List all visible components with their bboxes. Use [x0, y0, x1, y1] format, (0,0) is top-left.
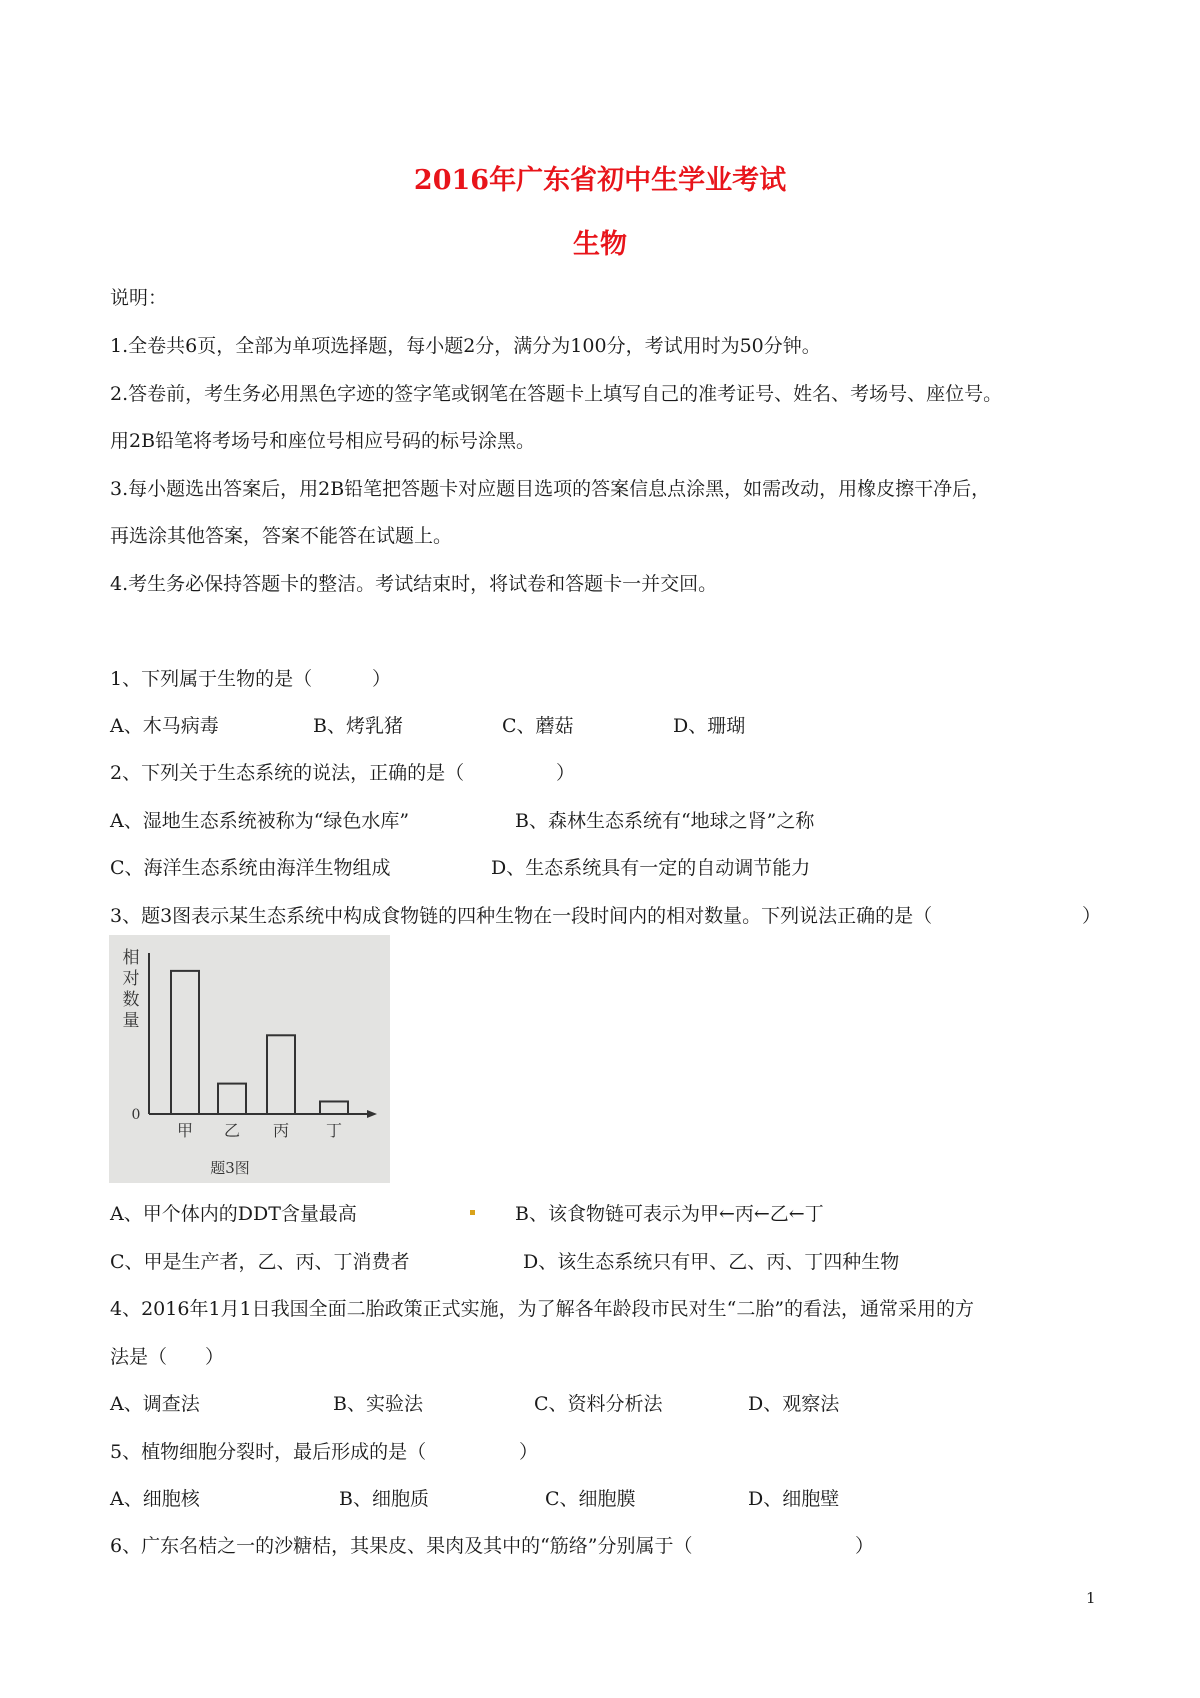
question-stem-continued: 法是（ [110, 1346, 168, 1368]
option: A、木马病毒 [110, 715, 219, 737]
option: D、珊瑚 [673, 715, 746, 737]
option: C、细胞膜 [545, 1488, 636, 1510]
x-tick-label: 甲 [176, 1121, 194, 1140]
exam-title: 2016年广东省初中生学业考试 [413, 165, 787, 196]
x-tick-label: 丙 [272, 1121, 290, 1140]
y-axis-label-char: 数 [122, 990, 140, 1010]
y-axis-label-char: 相 [122, 948, 140, 968]
option: B、森林生态系统有“地球之肾”之称 [515, 810, 815, 832]
y-axis-label-char: 对 [122, 969, 140, 989]
x-axis-arrow [367, 1110, 377, 1118]
bar [320, 1101, 348, 1114]
answer-paren-close: ） [519, 1441, 539, 1463]
question-stem: 1、下列属于生物的是（ [110, 668, 313, 690]
option: B、细胞质 [339, 1488, 429, 1510]
option: A、调查法 [110, 1393, 200, 1415]
x-tick-label: 乙 [223, 1121, 241, 1140]
answer-paren-close: ） [205, 1346, 225, 1368]
instruction-item: 用2B铅笔将考场号和座位号相应号码的标号涂黑。 [110, 430, 536, 452]
option: B、实验法 [333, 1393, 423, 1415]
page-number: 1 [1086, 1589, 1096, 1607]
option: D、细胞壁 [748, 1488, 840, 1510]
y-axis-label-char: 量 [122, 1011, 140, 1031]
option: A、甲个体内的DDT含量最高 [110, 1203, 357, 1225]
option: B、烤乳猪 [313, 715, 403, 737]
answer-paren-close: ） [372, 668, 392, 690]
question-stem: 3、题3图表示某生态系统中构成食物链的四种生物在一段时间内的相对数量。下列说法正确的是（ [110, 905, 933, 927]
instruction-item: 再选涂其他答案，答案不能答在试题上。 [110, 525, 453, 547]
option: A、湿地生态系统被称为“绿色水库” [110, 810, 410, 832]
origin-label: 0 [131, 1107, 141, 1123]
x-tick-label: 丁 [325, 1121, 343, 1140]
question-stem: 2、下列关于生态系统的说法，正确的是（ [110, 762, 465, 784]
question-stem: 5、植物细胞分裂时，最后形成的是（ [110, 1441, 427, 1463]
instructions-heading: 说明： [110, 287, 168, 309]
answer-paren-close: ） [855, 1535, 875, 1557]
option: A、细胞核 [110, 1488, 200, 1510]
question-stem: 6、广东名桔之一的沙糖桔，其果皮、果肉及其中的“筋络”分别属于（ [110, 1535, 693, 1557]
bar-chart-svg [109, 935, 390, 1183]
instruction-item: 2.答卷前，考生务必用黑色字迹的签字笔或钢笔在答题卡上填写自己的准考证号、姓名、考场号、座位号。 [110, 383, 1003, 405]
scan-speck [470, 1210, 475, 1215]
instruction-item: 1.全卷共6页，全部为单项选择题，每小题2分，满分为100分，考试用时为50分钟。 [110, 335, 821, 357]
answer-paren-close: ） [556, 762, 576, 784]
option: C、资料分析法 [534, 1393, 663, 1415]
option: C、蘑菇 [502, 715, 574, 737]
option: D、观察法 [748, 1393, 840, 1415]
subject-title: 生物 [573, 229, 627, 260]
option: C、甲是生产者，乙、丙、丁消费者 [110, 1251, 410, 1273]
figure-caption: 题3图 [210, 1159, 250, 1177]
answer-paren-close: ） [1082, 905, 1102, 927]
option: D、生态系统具有一定的自动调节能力 [491, 857, 811, 879]
instruction-item: 4.考生务必保持答题卡的整洁。考试结束时，将试卷和答题卡一并交回。 [110, 573, 718, 595]
figure-3-bar-chart [109, 935, 390, 1183]
question-stem: 4、2016年1月1日我国全面二胎政策正式实施，为了解各年龄段市民对生“二胎”的看法，通常采用的方 [110, 1298, 975, 1320]
bar [171, 971, 199, 1114]
instruction-item: 3.每小题选出答案后，用2B铅笔把答题卡对应题目选项的答案信息点涂黑，如需改动，用橡皮擦干净后， [110, 478, 991, 500]
option: D、该生态系统只有甲、乙、丙、丁四种生物 [523, 1251, 900, 1273]
bar [218, 1084, 246, 1114]
bar [267, 1035, 295, 1114]
option: B、该食物链可表示为甲←丙←乙←丁 [515, 1203, 824, 1225]
option: C、海洋生态系统由海洋生物组成 [110, 857, 391, 879]
